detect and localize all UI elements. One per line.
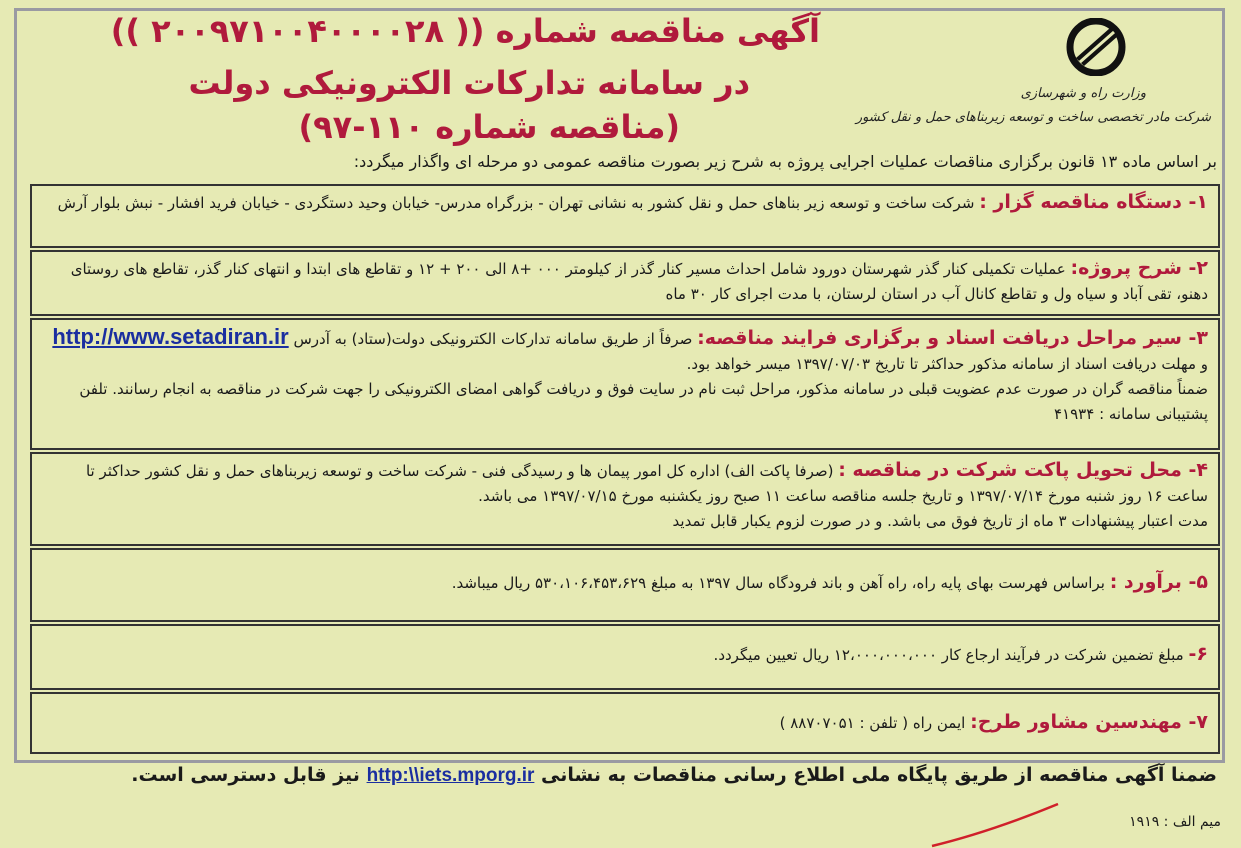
section-6: [30, 624, 1220, 690]
section-3: [30, 318, 1220, 450]
section-1-text: شرکت ساخت و توسعه زیر بناهای حمل و نقل کشور به نشانی تهران - بزرگراه مدرس- خیابان وحید دستگردی - خیابان فرید افشار - نبش بلوار آرش: [57, 194, 975, 212]
section-3-text-b: و مهلت دریافت اسناد از سامانه مذکور حداکثر تا تاریخ ۱۳۹۷/۰۷/۰۳ میسر خواهد بود.: [686, 355, 1208, 373]
section-3-text-a: صرفاً از طریق سامانه تدارکات الکترونیکی دولت(ستاد) به آدرس: [293, 330, 693, 348]
section-1-label: ۱- دستگاه مناقصه گزار :: [979, 191, 1208, 213]
section-6-text: مبلغ تضمین شرکت در فرآیند ارجاع کار ۱۲،۰۰۰،۰۰۰،۰۰۰ ریال تعیین میگردد.: [713, 646, 1184, 664]
setadiran-link[interactable]: http://www.setadiran.ir: [52, 324, 289, 349]
title-line-1: آگهی مناقصه شماره (( ۲۰۰۹۷۱۰۰۴۰۰۰۰۲۸ )): [110, 12, 820, 50]
footer-text-b: نیز قابل دسترسی است.: [131, 764, 360, 786]
section-4-text: (صرفا پاکت الف) اداره کل امور پیمان ها و رسیدگی فنی - شرکت ساخت و توسعه زیربناهای حمل و نقل کشور حداکثر تا ساعت ۱۶ روز شنبه مورخ ۱۳۹۷/۰۷/۱۴ و تاریخ جلسه مناقصه ساعت ۱۱ صبح روز یکشنبه مورخ ۱۳۹۷/۰۷/۱۵ می باشد.: [85, 462, 1208, 505]
pen-mark-icon: [930, 802, 1060, 848]
ministry-name: وزارت راه و شهرسازی: [1020, 86, 1146, 101]
title-line-2: در سامانه تدارکات الکترونیکی دولت: [188, 64, 750, 102]
section-4-label: ۴- محل تحویل پاکت شرکت در مناقصه :: [838, 459, 1208, 481]
section-4: [30, 452, 1220, 546]
footer-text-a: ضمنا آگهی مناقصه از طریق پایگاه ملی اطلاع رسانی مناقصات به نشانی: [541, 764, 1217, 786]
section-7-text: ایمن راه ( تلفن : ۸۸۷۰۷۰۵۱ ): [779, 714, 966, 732]
section-4-text-b: مدت اعتبار پیشنهادات ۳ ماه از تاریخ فوق می باشد. و در صورت لزوم یکبار قابل تمدید: [672, 512, 1208, 530]
section-2: [30, 250, 1220, 316]
title-line-3: (مناقصه شماره ۱۱۰-۹۷): [298, 108, 680, 146]
section-5-text: براساس فهرست بهای پایه راه، راه آهن و باند فرودگاه سال ۱۳۹۷ به مبلغ ۵۳۰،۱۰۶،۴۵۳،۶۲۹ ریال میباشد.: [451, 574, 1105, 592]
section-6-label: ۶-: [1188, 643, 1208, 665]
header: [0, 0, 1241, 160]
section-3-text-c: ضمناً مناقصه گران در صورت عدم عضویت قبلی در سامانه مذکور، مراحل ثبت نام در سایت فوق و دریافت گواهی امضای الکترونیکی را جهت شرکت در مناقصه به انجام رسانند. تلفن پشتیبانی سامانه : ۴۱۹۳۴: [79, 380, 1208, 423]
ministry-logo-icon: [1066, 18, 1126, 76]
company-name: شرکت مادر تخصصی ساخت و توسعه زیربناهای حمل و نقل کشور: [855, 110, 1211, 125]
footer-note: [131, 764, 1217, 787]
section-2-label: ۲- شرح پروژه:: [1070, 257, 1208, 279]
section-1: [30, 184, 1220, 248]
intro-text: بر اساس ماده ۱۳ قانون برگزاری مناقصات عملیات اجرایی پروژه به شرح زیر بصورت مناقصه عمومی دو مرحله ای واگذار میگردد:: [353, 152, 1217, 171]
section-7: [30, 692, 1220, 754]
section-7-label: ۷- مهندسین مشاور طرح:: [970, 711, 1208, 733]
section-5-label: ۵- برآورد :: [1109, 571, 1208, 593]
iets-link[interactable]: http:\\iets.mporg.ir: [366, 765, 535, 786]
section-3-label: ۳- سیر مراحل دریافت اسناد و برگزاری فرایند مناقصه:: [697, 327, 1208, 349]
reference-number: میم الف : ۱۹۱۹: [1129, 814, 1221, 830]
section-2-text: عملیات تکمیلی کنار گذر شهرستان دورود شامل احداث مسیر کنار گذر از کیلومتر ۰۰۰ +۸ الی ۲۰۰ + ۱۲ و تقاطع های ابتدا و انتهای کنار گذر، تقاطع های روستای دهنو، تقی آباد و سیاه ول و تقاطع کانال آب در استان لرستان، با مدت اجرای کار ۳۰ ماه: [70, 260, 1208, 303]
section-5: [30, 548, 1220, 622]
